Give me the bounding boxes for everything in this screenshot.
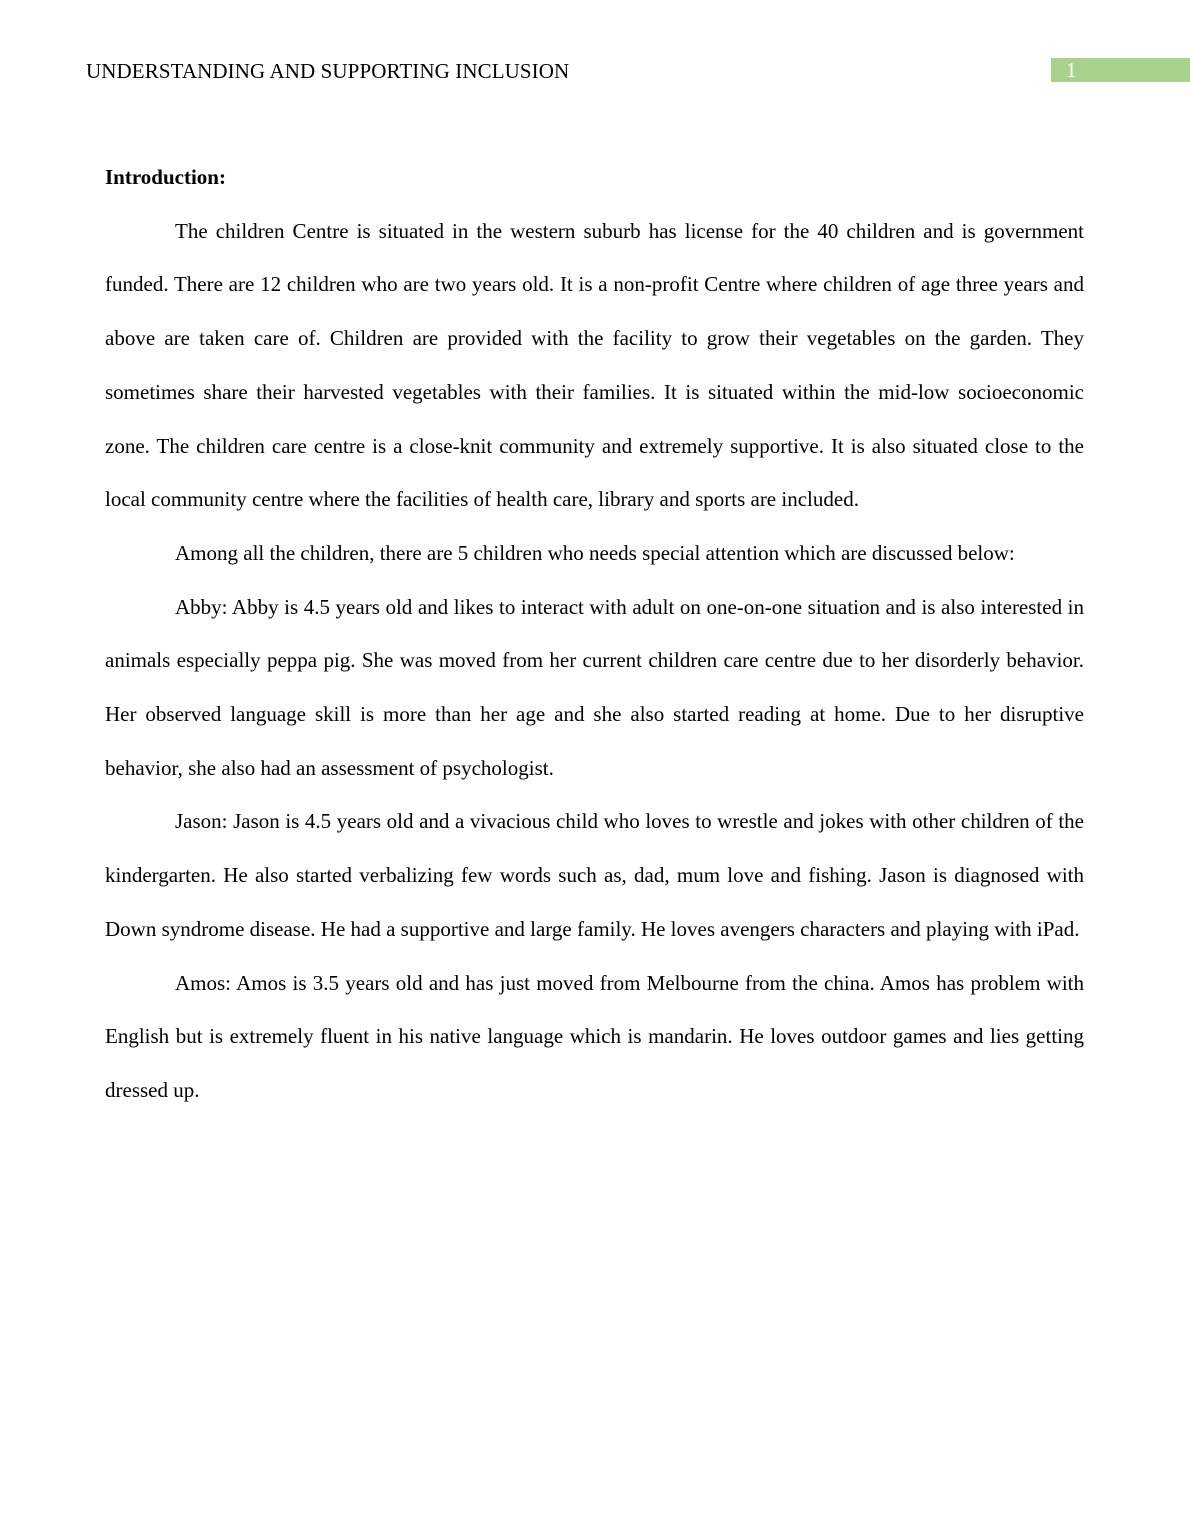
paragraph-centre-description: The children Centre is situated in the western suburb has license for the 40 children and is government funded. There are 12 children who are two years old. It is a non-profit Centre where children of age three years and above are taken care of. Children are provided with the facility to grow their vegetables on the garden. They sometimes share their harvested vegetables with their families. It is situated within the mid-low socioeconomic zone. The children care centre is a close-knit community and extremely supportive. It is also situated close to the local community centre where the facilities of health care, library and sports are included. (105, 218, 1084, 512)
paragraph-amos: Amos: Amos is 3.5 years old and has just moved from Melbourne from the china. Amos has problem with English but is extremely fluent in his native language which is mandarin. He loves outdoor games and lies getting dressed up. (105, 970, 1084, 1102)
paragraph-abby: Abby: Abby is 4.5 years old and likes to interact with adult on one-on-one situation and is also interested in animals especially peppa pig. She was moved from her current children care centre due to her disorderly behavior. Her observed language skill is more than her age and she also started reading at home. Due to her disruptive behavior, she also had an assessment of psychologist. (105, 594, 1084, 780)
running-head-title: UNDERSTANDING AND SUPPORTING INCLUSION (86, 59, 570, 83)
paragraph-jason: Jason: Jason is 4.5 years old and a vivacious child who loves to wrestle and jokes with other children of the kindergarten. He also started verbalizing few words such as, dad, mum love and fishing. Jason is diagnosed with Down syndrome disease. He had a supportive and large family. He loves avengers characters and playing with iPad. (105, 809, 1084, 941)
page-number-box (1051, 58, 1190, 82)
document-body (105, 151, 1084, 1118)
paragraph-special-attention: Among all the children, there are 5 children who needs special attention which are discussed below: (175, 540, 1015, 565)
page-number: 1 (1066, 58, 1077, 82)
section-heading-introduction: Introduction: (105, 165, 226, 189)
